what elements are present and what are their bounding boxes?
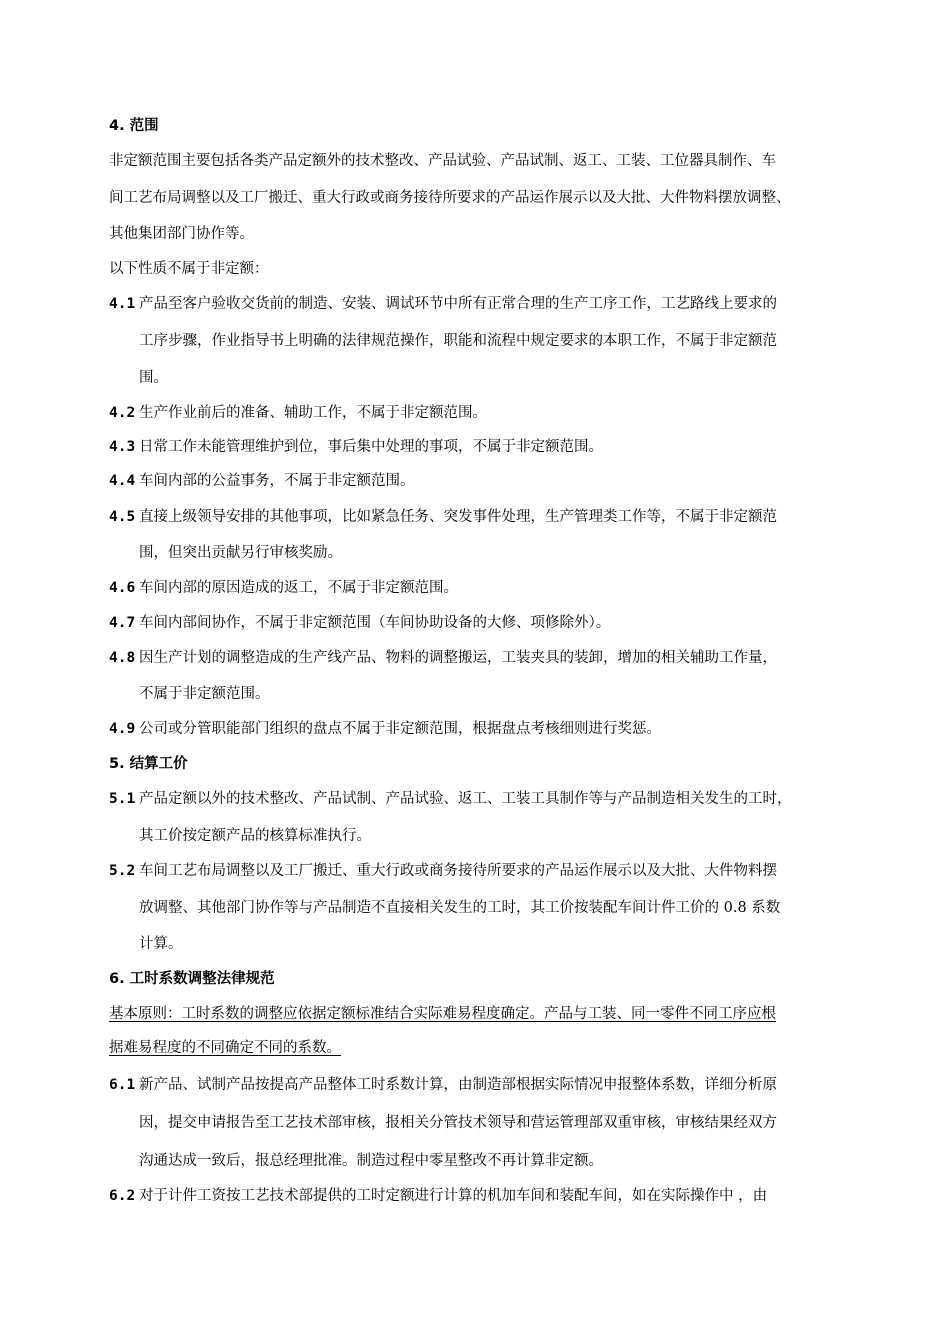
item-text: 因生产计划的调整造成的生产线产品、物料的调整搬运，工装夹具的装卸，增加的相关辅助工作量，	[139, 650, 777, 666]
item-text: 直接上级领导安排的其他事项，比如紧急任务、突发事件处理，生产管理类工作等，不属于非定额范	[139, 509, 777, 525]
item-number: 4.6	[109, 580, 136, 596]
item-number: 4.9	[109, 721, 136, 737]
section-4-intro-line: 其他集团部门协作等。	[109, 226, 254, 242]
section-4-intro-line: 非定额范围主要包括各类产品定额外的技术整改、产品试验、产品试制、返工、工装、工位器具制作、车	[109, 153, 776, 169]
item-text: 新产品、试制产品按提高产品整体工时系数计算，由制造部根据实际情况申报整体系数，详细分析原	[139, 1077, 777, 1093]
item-text: 产品至客户验收交货前的制造、安装、调试环节中所有正常合理的生产工序工作，工艺路线上要求的	[139, 296, 777, 312]
section-6-heading: 6. 工时系数调整法律规范	[109, 971, 275, 987]
item-number: 5.2	[109, 863, 136, 879]
item-text: 对于计件工资按工艺技术部提供的工时定额进行计算的机加车间和装配车间，如在实际操作中 ，由	[139, 1188, 768, 1204]
item-text: 日常工作未能管理维护到位，事后集中处理的事项，不属于非定额范围。	[139, 439, 603, 455]
item-number: 4.5	[109, 509, 136, 525]
section-4-intro-line: 间工艺布局调整以及工厂搬迁、重大行政或商务接待所要求的产品运作展示以及大批、大件物料摆放调整、	[109, 190, 791, 206]
item-number: 4.3	[109, 439, 136, 455]
item-number: 6.1	[109, 1077, 136, 1093]
item-text: 公司或分管职能部门组织的盘点不属于非定额范围，根据盘点考核细则进行奖惩。	[139, 721, 661, 737]
item-text: 车间内部间协作，不属于非定额范围（车间协助设备的大修、项修除外）。	[139, 615, 611, 631]
item-text: 围。	[139, 370, 168, 386]
basic-principle-line: 据难易程度的不同确定不同的系数。	[109, 1040, 341, 1056]
item-text: 沟通达成一致后，报总经理批准。制造过程中零星整改不再计算非定额。	[139, 1153, 603, 1169]
section-4-lead: 以下性质不属于非定额：	[109, 261, 269, 277]
item-text: 围，但突出贡献另行审核奖励。	[139, 545, 342, 561]
item-text: 因，提交申请报告至工艺技术部审核，报相关分管技术领导和营运管理部双重审核，审核结果经双方	[139, 1115, 777, 1131]
item-text: 车间内部的原因造成的返工，不属于非定额范围。	[139, 580, 458, 596]
item-number: 4.4	[109, 473, 136, 489]
item-number: 4.8	[109, 650, 136, 666]
item-number: 4.2	[109, 405, 136, 421]
item-number: 4.1	[109, 296, 136, 312]
item-text: 产品定额以外的技术整改、产品试制、产品试验、返工、工装工具制作等与产品制造相关发生的工时，	[139, 791, 792, 807]
basic-principle-line: 基本原则：工时系数的调整应依据定额标准结合实际难易程度确定。产品与工装、同一零件不同工序应根	[109, 1006, 776, 1022]
item-text: 工序步骤，作业指导书上明确的法律规范操作，职能和流程中规定要求的本职工作，不属于非定额范	[139, 333, 777, 349]
item-number: 5.1	[109, 791, 136, 807]
item-text: 其工价按定额产品的核算标准执行。	[139, 828, 371, 844]
item-text: 车间内部的公益事务，不属于非定额范围。	[139, 473, 415, 489]
item-number: 4.7	[109, 615, 136, 631]
item-text: 放调整、其他部门协作等与产品制造不直接相关发生的工时，其工价按装配车间计件工价的 0.8 系数	[139, 900, 781, 916]
item-text: 生产作业前后的准备、辅助工作，不属于非定额范围。	[139, 405, 487, 421]
section-5-heading: 5. 结算工价	[109, 756, 188, 772]
item-text: 车间工艺布局调整以及工厂搬迁、重大行政或商务接待所要求的产品运作展示以及大批、大件物料摆	[139, 863, 777, 879]
item-text: 计算。	[139, 936, 183, 952]
item-text: 不属于非定额范围。	[139, 686, 270, 702]
item-number: 6.2	[109, 1188, 136, 1204]
section-4-heading: 4. 范围	[109, 118, 159, 134]
